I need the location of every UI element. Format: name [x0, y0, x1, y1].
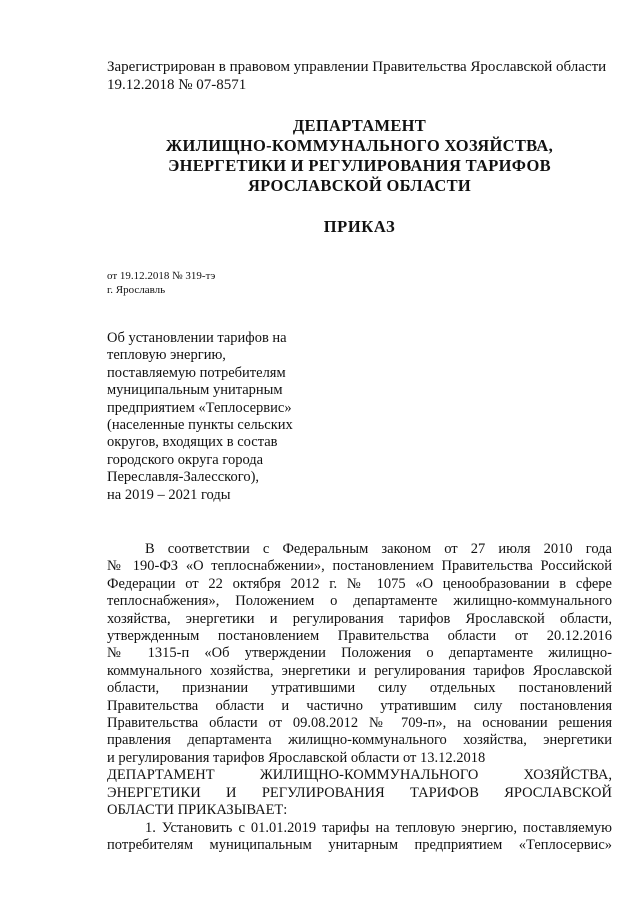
subject-line: Об установлении тарифов на	[107, 330, 287, 346]
subject-line: предприятием «Теплосервис»	[107, 399, 292, 416]
subject-line: (населенные пункты сельских	[107, 417, 293, 434]
order-place: г. Ярославль	[107, 284, 166, 296]
body-line: № 1315-п «Об утверждении Положения о департаменте жилищно-	[107, 645, 612, 662]
header-line: ЖИЛИЩНО-КОММУНАЛЬНОГО ХОЗЯЙСТВА,	[165, 136, 554, 155]
body-line: В соответствии с Федеральным законом от 27 июля 2010 года	[145, 541, 612, 557]
body-line: хозяйства, энергетики и регулирования тарифов Ярославской области,	[107, 610, 612, 627]
subject-line: городского округа города	[107, 451, 264, 468]
order-date-number: от 19.12.2018 № 319-тэ	[107, 270, 216, 282]
preamble-paragraph	[107, 541, 612, 767]
item-1-paragraph	[107, 820, 612, 855]
body-line: правления департамента жилищно-коммунального хозяйства, энергетики	[107, 732, 612, 749]
body-line: и регулирования тарифов Ярославской области от 13.12.2018	[107, 749, 486, 766]
order-meta	[107, 269, 215, 297]
document-type-title: ПРИКАЗ	[323, 217, 396, 236]
body-line: ДЕПАРТАМЕНТ ЖИЛИЩНО-КОММУНАЛЬНОГО ХОЗЯЙСТВА,	[107, 767, 612, 784]
orders-clause	[107, 767, 612, 819]
header-line: ЭНЕРГЕТИКИ И РЕГУЛИРОВАНИЯ ТАРИФОВ	[168, 156, 551, 175]
body-line: утвержденным постановлением Правительства области от 20.12.2016	[107, 628, 612, 645]
body-line: ОБЛАСТИ ПРИКАЗЫВАЕТ:	[107, 802, 288, 819]
registration-line-2: 19.12.2018 № 07-8571	[107, 77, 247, 93]
subject-line: округов, входящих в состав	[107, 434, 278, 451]
body-line: ЭНЕРГЕТИКИ И РЕГУЛИРОВАНИЯ ТАРИФОВ ЯРОСЛАВСКОЙ	[107, 784, 612, 801]
body-line: области, признании утратившими силу отдельных постановлений	[107, 680, 612, 697]
body-line: 1. Установить с 01.01.2019 тарифы на тепловую энергию, поставляемую	[145, 819, 612, 836]
body-line: потребителям муниципальным унитарным предприятием «Теплосервис»	[107, 836, 612, 853]
order-body	[107, 541, 612, 854]
body-line: Федерации от 22 октября 2012 г. № 1075 «О ценообразовании в сфере	[107, 575, 612, 592]
registration-note	[107, 58, 612, 94]
body-line: теплоснабжения», Положением о департаменте жилищно-коммунального	[107, 593, 612, 610]
registration-line-1: Зарегистрирован в правовом управлении Правительства Ярославской области	[107, 59, 607, 75]
department-header	[107, 116, 612, 196]
body-line: Правительства области и частично утратившим силу постановления	[107, 697, 612, 714]
subject-line: муниципальным унитарным	[107, 382, 283, 399]
header-line: ЯРОСЛАВСКОЙ ОБЛАСТИ	[247, 176, 472, 195]
body-line: Правительства области от 09.08.2012 № 709-п», на основании решения	[107, 715, 612, 732]
subject-line: поставляемую потребителям	[107, 364, 286, 381]
body-line: коммунального хозяйства, энергетики и регулирования тарифов Ярославской	[107, 662, 612, 679]
body-line: № 190-ФЗ «О теплоснабжении», постановлением Правительства Российской	[107, 558, 612, 575]
order-subject	[107, 330, 307, 504]
header-line: ДЕПАРТАМЕНТ	[292, 116, 427, 135]
subject-line: тепловую энергию,	[107, 347, 226, 364]
subject-line: на 2019 – 2021 годы	[107, 486, 231, 503]
subject-line: Переславля-Залесского),	[107, 469, 260, 486]
